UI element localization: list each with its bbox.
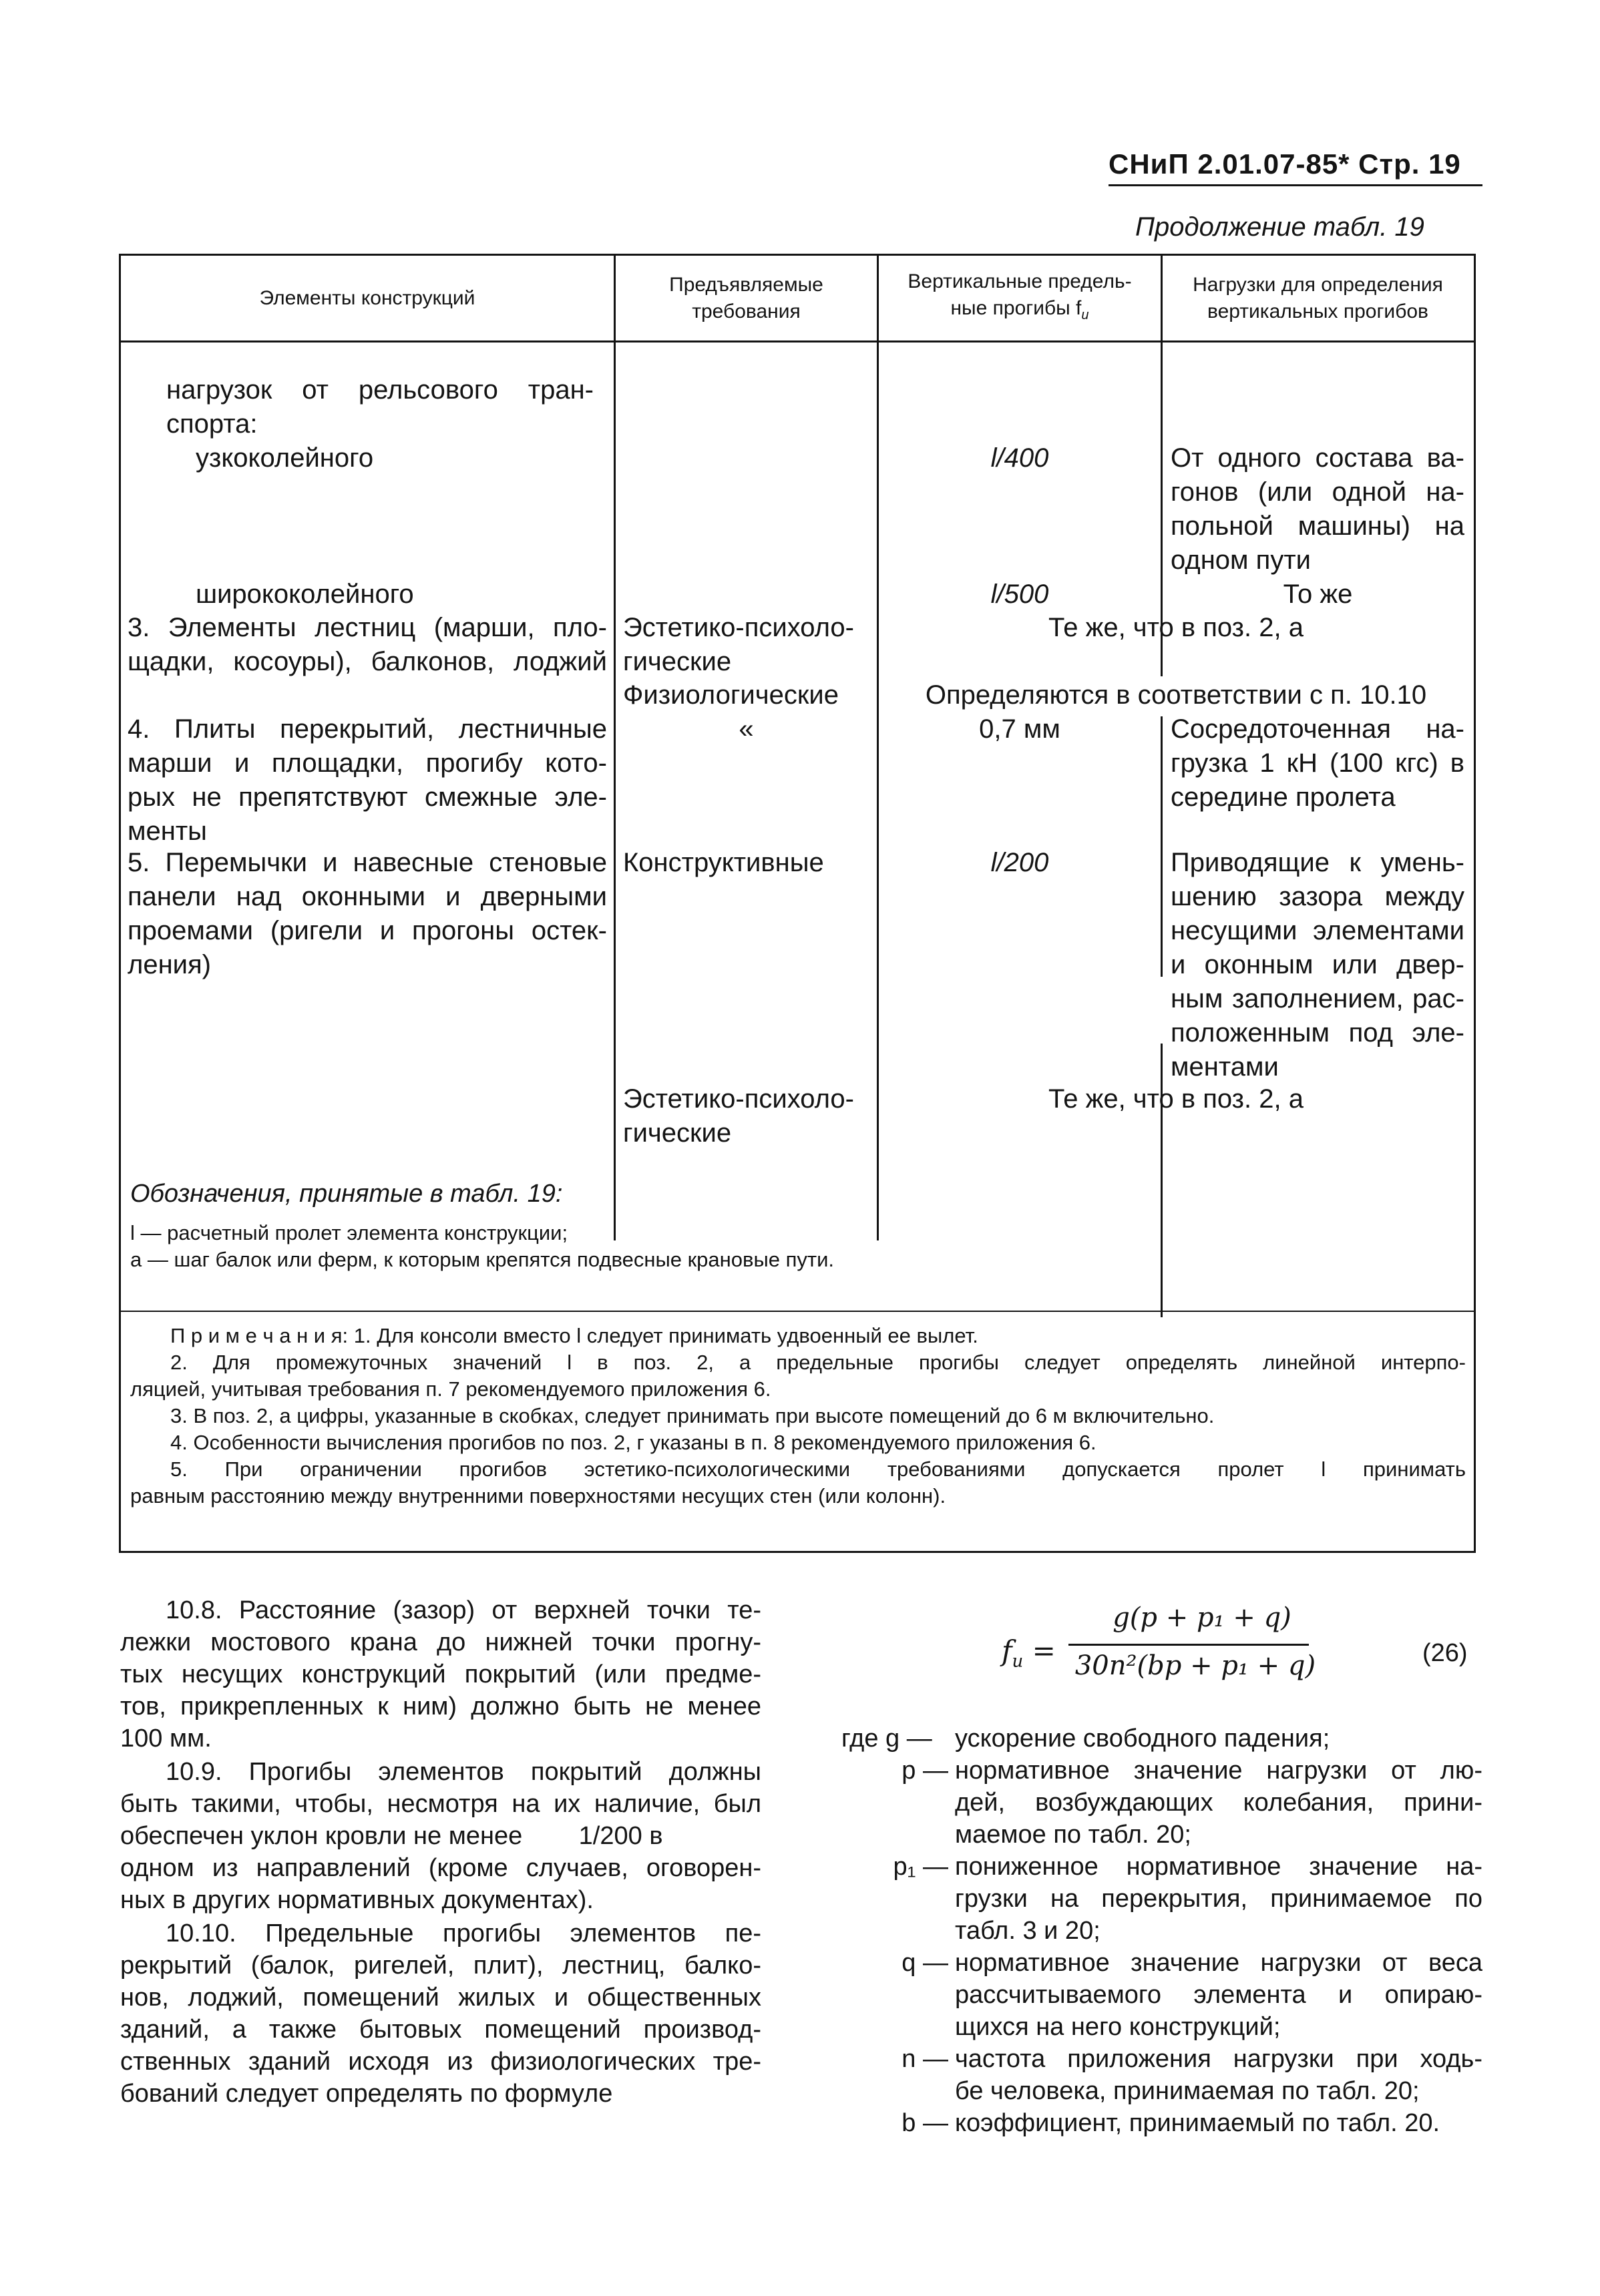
col-divider-1 (614, 342, 616, 1240)
row-lintels-col1: 5. Перемычки и навесные стеновые панели над оконными и дверными проемами (ригели и прогоны остек- ления) (128, 848, 607, 979)
table-caption: Продолжение табл. 19 (1135, 212, 1424, 242)
col-header-requirements: Предъявляемые требования (669, 273, 823, 322)
row-slabs-col1: 4. Плиты перекрытий, лестничные марши и площадки, прогибу кото- рых не препятствуют смежные эле- менты (128, 714, 607, 846)
row-narrow-deflection: l/400 (990, 443, 1049, 473)
row-aesthetic-col2: Эстетико-психоло- гические (623, 1084, 854, 1148)
row-lintels-col2: Конструктивные (623, 848, 824, 877)
definition-q: q — нормативное значение нагрузки от веса рассчитываемого элемента и опираю- щихся на него конструкций; (902, 1949, 1482, 2041)
row-transport-col1: нагрузок от рельсового тран- спорта: узкоколейного (166, 375, 594, 473)
row-lintels-loads: Приводящие к умень- шению зазора между несущими элементами и оконным или двер- ным заполнением, рас- положенным под эле- ментами (1171, 848, 1464, 1082)
paragraph-10-9: 10.9. Прогибы элементов покрытий должны быть такими, чтобы, несмотря на их наличие, был обеспечен уклон кровли не менее 1/200 в одном из направлений (кроме случаев, оговорен- ных в других нормативных документах). (120, 1758, 761, 1914)
row-stairs-physio: Физиологические (623, 680, 839, 710)
notation-list: l — расчетный пролет элемента конструкции; а — шаг балок или ферм, к которым крепятся подвесные крановые пути. (130, 1221, 835, 1271)
col-divider-3b (1161, 716, 1163, 977)
row-slabs-loads: Сосредоточенная на- грузка 1 кН (100 кгс) в середине пролета (1171, 714, 1464, 812)
row-wide-loads: То же (1283, 580, 1353, 609)
formula-numerator: g(p + p₁ + q) (1113, 1602, 1291, 1633)
formula-denominator: 30n²(bp + p₁ + q) (1074, 1650, 1316, 1681)
row-narrow-loads: От одного состава ва- гонов (или одной на- польной машины) на одном пути (1171, 443, 1464, 575)
table-notes: П р и м е ч а н и я: 1. Для консоли вместо l следует принимать удвоенный ее вылет. 2. Для промежуточных значений l в поз. 2, а предельные прогибы следует определять линейной интерпо- ляцией, учитывая требования п. 7 рекомендуемого приложения 6. 3. В поз. 2, а цифры, указанные в скобках, следует принимать при высоте помещений до 6 м включительно. 4. Особенности вычисления прогибов по поз. 2, г указаны в п. 8 рекомендуемого приложения 6. 5. При ограничении прогибов эстетико-психологическими требованиями допускается пролет l принимать равным расстоянию между внутренними поверхностями несущих стен (или колонн). (130, 1324, 1466, 1508)
col-header-loads: Нагрузки для определения вертикальных прогибов (1193, 273, 1443, 322)
definition-b: b — коэффициент, принимаемый по табл. 20. (902, 2109, 1440, 2137)
row-stairs-span: Те же, что в поз. 2, а (1048, 613, 1304, 642)
formula-number: (26) (1422, 1639, 1468, 1667)
row-stairs-physio-span: Определяются в соответствии с п. 10.10 (925, 680, 1427, 710)
table-19 (119, 254, 1476, 1553)
row-slabs-deflection: 0,7 мм (979, 714, 1060, 744)
header-separator (121, 340, 1474, 342)
fraction-bar (1068, 1644, 1309, 1646)
definition-n: n — частота приложения нагрузки при ходь- бе человека, принимаемая по табл. 20; (902, 2045, 1482, 2105)
notes-separator (121, 1311, 1474, 1312)
row-slabs-col2: « (739, 714, 754, 744)
formula-lhs: $f_u$ = (1002, 1634, 1056, 1672)
row-wide-deflection: l/500 (990, 580, 1049, 609)
definition-p: p — нормативное значение нагрузки от лю- дей, возбуждающих колебания, прини- маемое по табл. 20; (902, 1757, 1482, 1849)
formula-definitions (841, 1723, 1482, 2139)
definition-g: где g — ускорение свободного падения; (841, 1725, 1330, 1753)
row-lintels-deflection: l/200 (990, 848, 1049, 877)
definition-p1: p₁ — пониженное нормативное значение на- грузки на перекрытия, принимаемое по табл. 3 и 20; (893, 1853, 1482, 1945)
col-header-deflections: Вертикальные предель- ные прогибы $f_u$ (908, 270, 1132, 322)
paragraph-10-8: 10.8. Расстояние (зазор) от верхней точки те- лежки мостового крана до нижней точки прогну- тых несущих конструкций покрытий (или предме- тов, прикрепленных к ним) должно быть не менее 100 мм. (120, 1596, 761, 1753)
header-rule (1109, 184, 1482, 186)
row-stairs-col1: 3. Элементы лестниц (марши, пло- щадки, косоуры), балконов, лоджий (128, 613, 607, 676)
col-header-elements: Элементы конструкций (259, 286, 475, 309)
row-aesthetic-span: Те же, что в поз. 2, а (1048, 1084, 1304, 1114)
paragraph-10-10: 10.10. Предельные прогибы элементов пе- рекрытий (балок, ригелей, плит), лестниц, балко- нов, лоджий, помещений жилых и общественных зданий, а также бытовых помещений производ- ственных зданий исходя из физиологических тре- бований следует определять по формуле (120, 1919, 761, 2108)
running-title: СНиП 2.01.07-85* Стр. 19 (1109, 148, 1461, 180)
row-wide-col1: ширококолейного (196, 580, 414, 609)
notation-title: Обозначения, принятые в табл. 19: (130, 1180, 563, 1208)
row-stairs-col2: Эстетико-психоло- гические (623, 613, 854, 676)
formula-26 (1002, 1602, 1349, 1702)
